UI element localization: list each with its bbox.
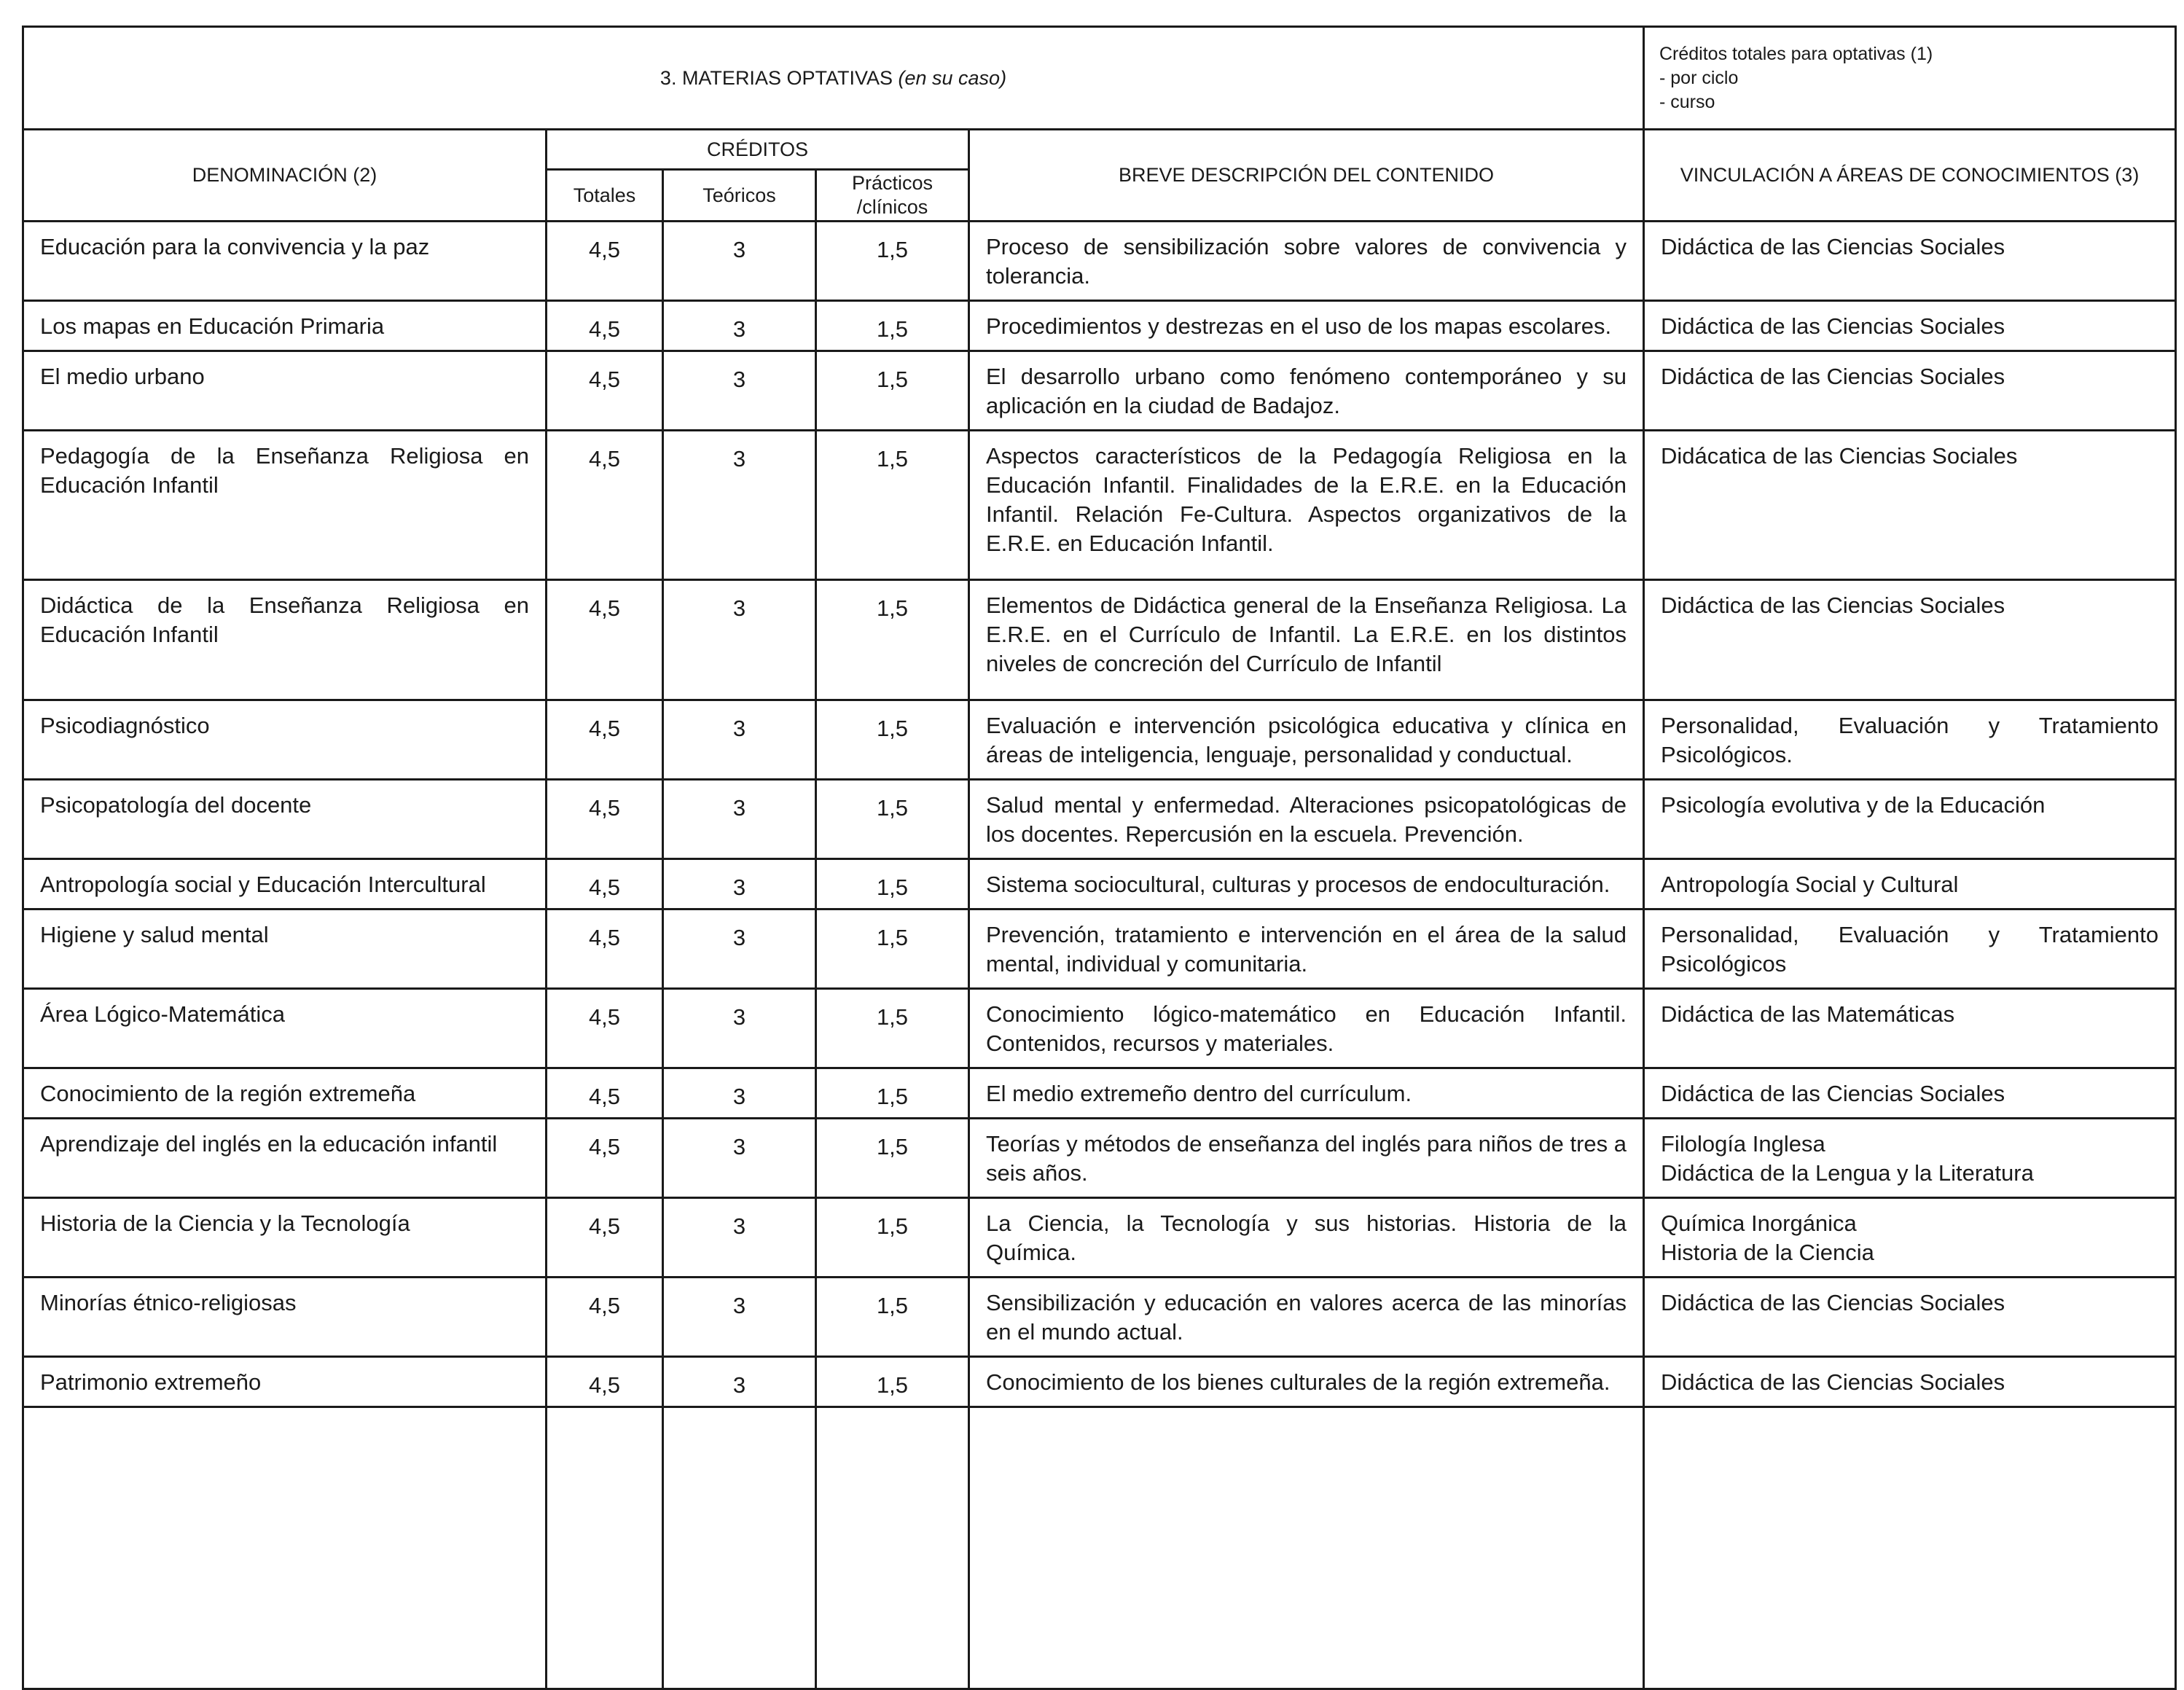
header-teoricos: Teóricos: [663, 170, 816, 222]
knowledge-area-line: Filología Inglesa: [1661, 1131, 1825, 1157]
table-row: [23, 989, 2176, 1068]
credits-theory: 3: [663, 859, 816, 909]
subject-name: Didáctica de la Enseñanza Religiosa en Educación Infantil: [23, 580, 547, 700]
table-row: [23, 1119, 2176, 1198]
knowledge-area: [1644, 351, 2176, 431]
credits-theory: 3: [663, 909, 816, 989]
credits-theory: 3: [663, 780, 816, 859]
credits-total: 4,5: [547, 431, 663, 580]
credits-theory: 3: [663, 1198, 816, 1278]
content-description: Sensibilización y educación en valores acerca de las minorías en el mundo actual.: [969, 1278, 1644, 1357]
content-description: Evaluación e intervención psicológica educativa y clínica en áreas de inteligencia, lenguaje, personalidad y conductual.: [969, 700, 1644, 780]
credits-practice: 1,5: [816, 989, 969, 1068]
credits-theory: 3: [663, 1119, 816, 1198]
subject-name: Patrimonio extremeño: [23, 1357, 547, 1407]
credits-practice: 1,5: [816, 580, 969, 700]
knowledge-area-line: Didáctica de las Ciencias Sociales: [1661, 364, 2005, 389]
credits-total: 4,5: [547, 1119, 663, 1198]
credits-practice: 1,5: [816, 909, 969, 989]
content-description: Procedimientos y destrezas en el uso de los mapas escolares.: [969, 301, 1644, 351]
content-description: Sistema sociocultural, culturas y procesos de endoculturación.: [969, 859, 1644, 909]
table-row: [23, 222, 2176, 301]
knowledge-area-line: Didáctica de las Ciencias Sociales: [1661, 1290, 2005, 1315]
content-description: El medio extremeño dentro del currículum.: [969, 1068, 1644, 1119]
content-description: Conocimiento lógico-matemático en Educación Infantil. Contenidos, recursos y materiales.: [969, 989, 1644, 1068]
empty-cell: [547, 1407, 663, 1689]
total-credits-per-course: - curso: [1659, 91, 1715, 112]
credits-theory: 3: [663, 1357, 816, 1407]
credits-total: 4,5: [547, 780, 663, 859]
table-row: [23, 351, 2176, 431]
table-row: [23, 580, 2176, 700]
empty-cell: [816, 1407, 969, 1689]
content-description: Proceso de sensibilización sobre valores de convivencia y tolerancia.: [969, 222, 1644, 301]
empty-cell: [1644, 1407, 2176, 1689]
content-description: Prevención, tratamiento e intervención en el área de la salud mental, individual y comunitaria.: [969, 909, 1644, 989]
knowledge-area: [1644, 431, 2176, 580]
credits-theory: 3: [663, 989, 816, 1068]
credits-practice: 1,5: [816, 1068, 969, 1119]
credits-total: 4,5: [547, 351, 663, 431]
table-row: [23, 1357, 2176, 1407]
knowledge-area-line: Didáctica de las Ciencias Sociales: [1661, 1369, 2005, 1395]
credits-practice: 1,5: [816, 1357, 969, 1407]
credits-practice: 1,5: [816, 700, 969, 780]
knowledge-area: [1644, 859, 2176, 909]
optativas-table: [22, 26, 2177, 1690]
knowledge-area: [1644, 1119, 2176, 1198]
header-vinculacion: VINCULACIÓN A ÁREAS DE CONOCIMIENTOS (3): [1644, 130, 2176, 222]
credits-theory: 3: [663, 301, 816, 351]
optativas-document: [22, 26, 2175, 1668]
content-description: Aspectos característicos de la Pedagogía Religiosa en la Educación Infantil. Finalidades de la E.R.E. en la Educación Infantil. Relación Fe-Cultura. Aspectos organizativos de la E.R.E. en Educación Infantil.: [969, 431, 1644, 580]
header-denominacion: DENOMINACIÓN (2): [23, 130, 547, 222]
knowledge-area-line: Didácatica de las Ciencias Sociales: [1661, 443, 2018, 469]
table-row: [23, 859, 2176, 909]
header-practicos: [816, 170, 969, 222]
credits-practice: 1,5: [816, 780, 969, 859]
section-title: 3. MATERIAS OPTATIVAS: [659, 66, 893, 89]
header-descripcion: BREVE DESCRIPCIÓN DEL CONTENIDO: [969, 130, 1644, 222]
credits-practice: 1,5: [816, 301, 969, 351]
knowledge-area: [1644, 1068, 2176, 1119]
header-creditos: CRÉDITOS: [547, 130, 969, 170]
credits-total: 4,5: [547, 1278, 663, 1357]
content-description: Salud mental y enfermedad. Alteraciones psicopatológicas de los docentes. Repercusión en la escuela. Prevención.: [969, 780, 1644, 859]
table-row: [23, 1068, 2176, 1119]
subject-name: Historia de la Ciencia y la Tecnología: [23, 1198, 547, 1278]
knowledge-area-line: Didáctica de las Matemáticas: [1661, 1001, 1955, 1027]
credits-total: 4,5: [547, 859, 663, 909]
table-row: [23, 301, 2176, 351]
subject-name: Los mapas en Educación Primaria: [23, 301, 547, 351]
knowledge-area: [1644, 780, 2176, 859]
credits-practice: 1,5: [816, 1278, 969, 1357]
knowledge-area: [1644, 580, 2176, 700]
credits-total: 4,5: [547, 222, 663, 301]
knowledge-area-line: Didáctica de las Ciencias Sociales: [1661, 592, 2005, 618]
empty-cell: [969, 1407, 1644, 1689]
content-description: Teorías y métodos de enseñanza del inglés para niños de tres a seis años.: [969, 1119, 1644, 1198]
section-note: (en su caso): [898, 66, 1007, 89]
credits-practice: 1,5: [816, 1119, 969, 1198]
credits-practice: 1,5: [816, 859, 969, 909]
title-row: [23, 27, 2176, 130]
credits-practice: 1,5: [816, 431, 969, 580]
table-row: [23, 780, 2176, 859]
credits-theory: 3: [663, 351, 816, 431]
header-practicos-line2: /clínicos: [856, 196, 928, 218]
credits-total: 4,5: [547, 989, 663, 1068]
knowledge-area: [1644, 700, 2176, 780]
content-description: Conocimiento de los bienes culturales de la región extremeña.: [969, 1357, 1644, 1407]
credits-theory: 3: [663, 1278, 816, 1357]
header-totales: Totales: [547, 170, 663, 222]
credits-theory: 3: [663, 700, 816, 780]
knowledge-area-line: Química Inorgánica: [1661, 1210, 1857, 1236]
credits-total: 4,5: [547, 1357, 663, 1407]
knowledge-area-line: Didáctica de las Ciencias Sociales: [1661, 1081, 2005, 1106]
empty-row: [23, 1407, 2176, 1689]
subject-name: Psicodiagnóstico: [23, 700, 547, 780]
credits-total: 4,5: [547, 301, 663, 351]
empty-cell: [23, 1407, 547, 1689]
knowledge-area-line: Didáctica de las Ciencias Sociales: [1661, 313, 2005, 339]
credits-practice: 1,5: [816, 222, 969, 301]
table-row: [23, 1198, 2176, 1278]
subject-name: Pedagogía de la Enseñanza Religiosa en Educación Infantil: [23, 431, 547, 580]
section-title-cell: [23, 27, 1644, 130]
subject-name: Antropología social y Educación Intercultural: [23, 859, 547, 909]
table-row: [23, 431, 2176, 580]
credits-total: 4,5: [547, 580, 663, 700]
credits-theory: 3: [663, 1068, 816, 1119]
knowledge-area-line: Historia de la Ciencia: [1661, 1240, 1874, 1265]
table-body: [23, 27, 2176, 1689]
credits-practice: 1,5: [816, 351, 969, 431]
subject-name: Psicopatología del docente: [23, 780, 547, 859]
subject-name: Educación para la convivencia y la paz: [23, 222, 547, 301]
empty-cell: [663, 1407, 816, 1689]
table-row: [23, 700, 2176, 780]
knowledge-area: [1644, 301, 2176, 351]
knowledge-area-line: Personalidad, Evaluación y Tratamiento Psicológicos.: [1661, 713, 2158, 767]
knowledge-area-line: Psicología evolutiva y de la Educación: [1661, 792, 2046, 818]
knowledge-area: [1644, 1278, 2176, 1357]
content-description: La Ciencia, la Tecnología y sus historias. Historia de la Química.: [969, 1198, 1644, 1278]
credits-practice: 1,5: [816, 1198, 969, 1278]
credits-total: 4,5: [547, 700, 663, 780]
total-credits-cell: [1644, 27, 2176, 130]
subject-name: Conocimiento de la región extremeña: [23, 1068, 547, 1119]
table-row: [23, 909, 2176, 989]
knowledge-area-line: Antropología Social y Cultural: [1661, 872, 1959, 897]
header-practicos-line1: Prácticos: [851, 172, 934, 194]
subject-name: Higiene y salud mental: [23, 909, 547, 989]
knowledge-area-line: Didáctica de las Ciencias Sociales: [1661, 234, 2005, 259]
total-credits-title: Créditos totales para optativas (1): [1659, 43, 1933, 64]
credits-total: 4,5: [547, 909, 663, 989]
knowledge-area: [1644, 1198, 2176, 1278]
credits-theory: 3: [663, 431, 816, 580]
credits-total: 4,5: [547, 1068, 663, 1119]
subject-name: Aprendizaje del inglés en la educación infantil: [23, 1119, 547, 1198]
content-description: Elementos de Didáctica general de la Enseñanza Religiosa. La E.R.E. en el Currículo de Infantil. La E.R.E. en los distintos niveles de concreción del Currículo de Infantil: [969, 580, 1644, 700]
column-header-row: [23, 130, 2176, 170]
subject-name: Área Lógico-Matemática: [23, 989, 547, 1068]
knowledge-area: [1644, 909, 2176, 989]
table-row: [23, 1278, 2176, 1357]
knowledge-area-line: Didáctica de la Lengua y la Literatura: [1661, 1160, 2034, 1186]
content-description: El desarrollo urbano como fenómeno contemporáneo y su aplicación en la ciudad de Badajoz.: [969, 351, 1644, 431]
knowledge-area-line: Personalidad, Evaluación y Tratamiento Psicológicos: [1661, 922, 2158, 977]
knowledge-area: [1644, 1357, 2176, 1407]
subject-name: El medio urbano: [23, 351, 547, 431]
credits-total: 4,5: [547, 1198, 663, 1278]
credits-theory: 3: [663, 222, 816, 301]
knowledge-area: [1644, 222, 2176, 301]
knowledge-area: [1644, 989, 2176, 1068]
credits-theory: 3: [663, 580, 816, 700]
subject-name: Minorías étnico-religiosas: [23, 1278, 547, 1357]
total-credits-per-cycle: - por ciclo: [1659, 67, 1739, 88]
